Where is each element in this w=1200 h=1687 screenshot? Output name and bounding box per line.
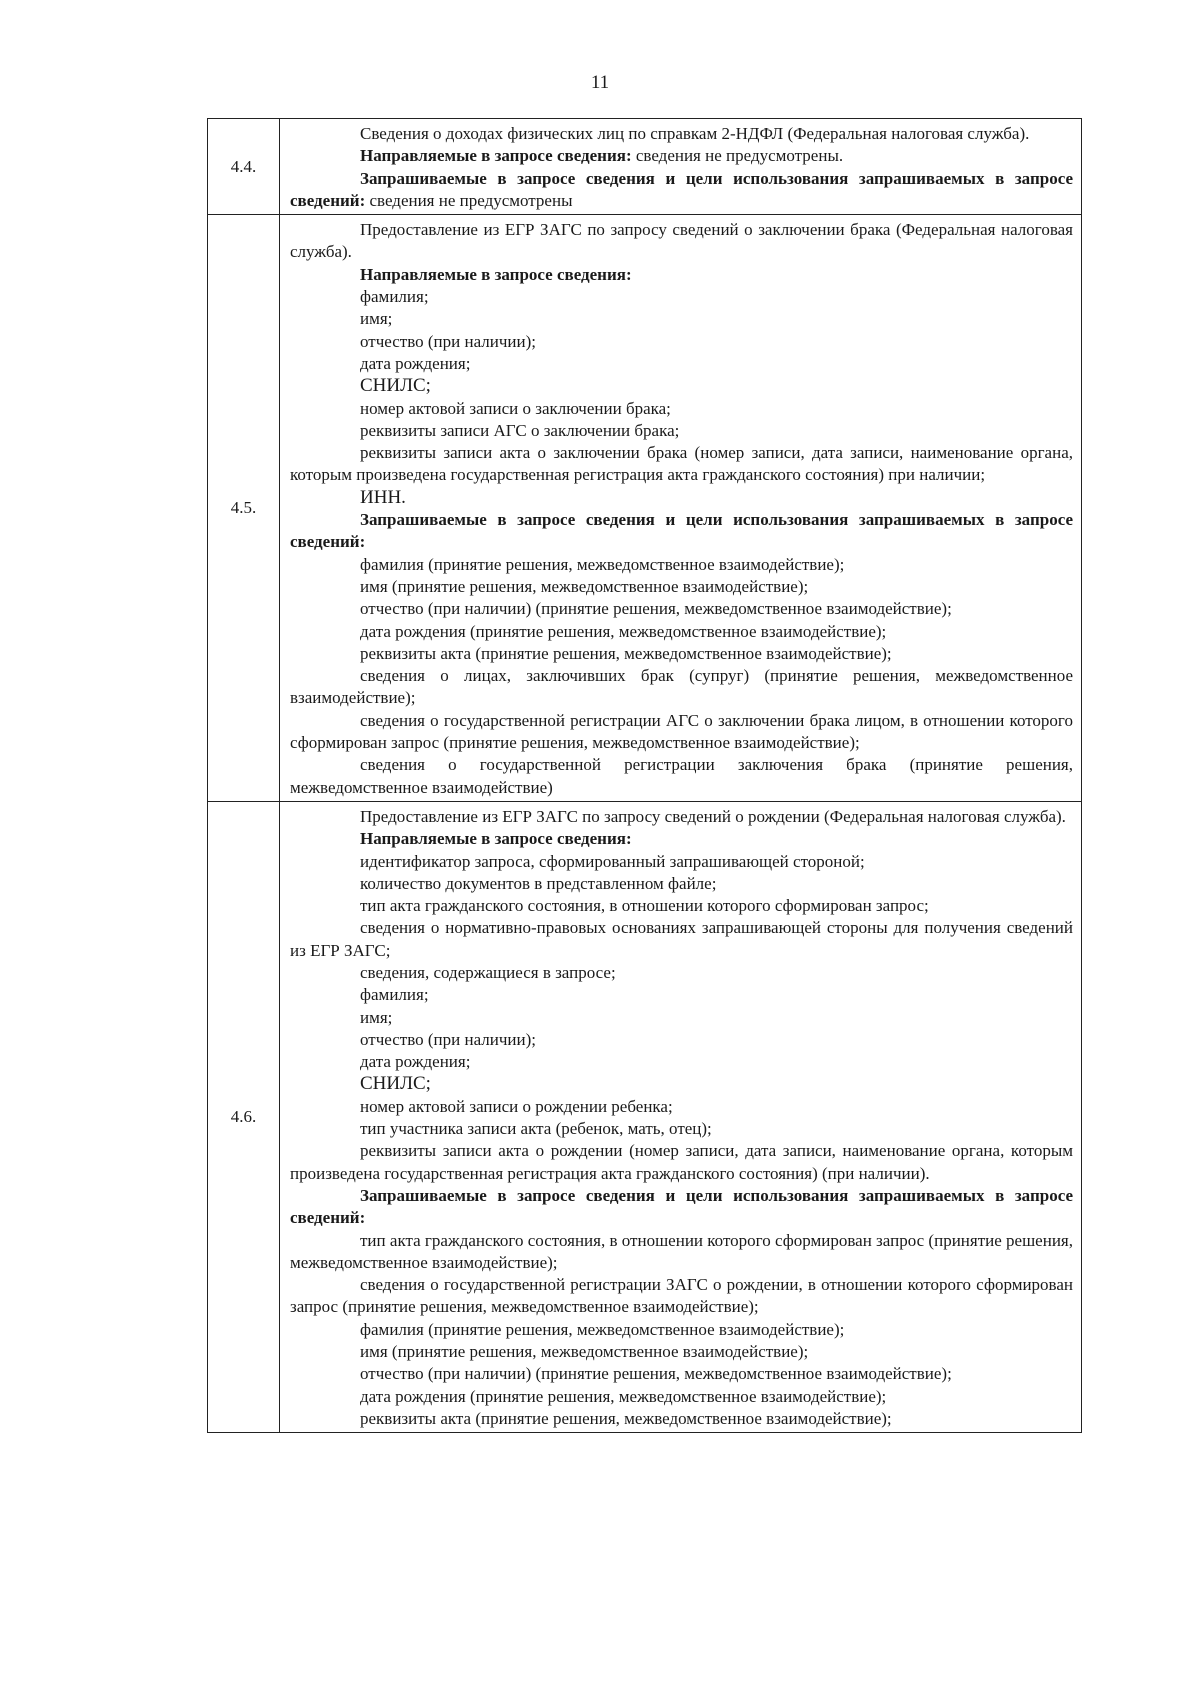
paragraph: фамилия;: [360, 287, 429, 307]
paragraph: дата рождения (принятие решения, межведомственное взаимодействие);: [360, 1386, 887, 1406]
paragraph: Предоставление из ЕГР ЗАГС по запросу сведений о заключении брака (Федеральная налоговая служба).: [290, 220, 1073, 262]
paragraph: дата рождения (принятие решения, межведомственное взаимодействие);: [360, 621, 887, 641]
paragraph-label: Запрашиваемые в запросе сведения и цели использования запрашиваемых в запросе сведений:: [290, 168, 1073, 210]
labeled-paragraph: [290, 145, 1073, 167]
paragraph: тип акта гражданского состояния, в отношении которого сформирован запрос;: [360, 896, 929, 916]
paragraph: номер актовой записи о заключении брака;: [360, 398, 671, 418]
paragraph: имя (принятие решения, межведомственное взаимодействие);: [360, 576, 809, 596]
paragraph: Сведения о доходах физических лиц по справкам 2-НДФЛ (Федеральная налоговая служба).: [360, 124, 1030, 143]
section-heading: Направляемые в запросе сведения:: [360, 829, 632, 849]
paragraph: сведения, содержащиеся в запросе;: [360, 962, 616, 982]
paragraph: СНИЛС;: [360, 375, 431, 397]
paragraph: количество документов в представленном файле;: [360, 873, 717, 893]
paragraph-label: Направляемые в запросе сведения:: [360, 146, 632, 166]
section-heading: Направляемые в запросе сведения:: [360, 264, 632, 284]
row-number: 4.5.: [208, 215, 280, 802]
section-heading: Запрашиваемые в запросе сведения и цели использования запрашиваемых в запросе сведений:: [290, 510, 1073, 552]
paragraph: дата рождения;: [360, 353, 471, 373]
paragraph: имя (принятие решения, межведомственное взаимодействие);: [360, 1342, 809, 1362]
info-table: [207, 118, 1082, 1433]
paragraph: сведения о государственной регистрации заключения брака (принятие решения, межведомственное взаимодействие): [290, 755, 1073, 797]
paragraph: имя;: [360, 309, 393, 329]
table-row: [208, 801, 1082, 1432]
paragraph: сведения о государственной регистрации ЗАГС о рождении, в отношении которого сформирован запрос (принятие решения, межведомственное взаимодействие);: [290, 1275, 1073, 1317]
table-row: [208, 119, 1082, 215]
paragraph: тип участника записи акта (ребенок, мать, отец);: [360, 1119, 712, 1139]
paragraph: Предоставление из ЕГР ЗАГС по запросу сведений о рождении (Федеральная налоговая служба).: [360, 806, 1066, 826]
paragraph: сведения о государственной регистрации АГС о заключении брака лицом, в отношении которого сформирован запрос (принятие решения, межведомственное взаимодействие);: [290, 710, 1073, 753]
paragraph: реквизиты записи акта о рождении (номер записи, дата записи, наименование органа, которым произведена государственная регистрация акта гражданского состояния) (при наличии).: [290, 1141, 1073, 1183]
paragraph: СНИЛС;: [360, 1073, 431, 1095]
row-content: [280, 215, 1082, 802]
row-number: 4.4.: [208, 119, 280, 215]
paragraph: сведения о лицах, заключивших брак (супруг) (принятие решения, межведомственное взаимодействие);: [290, 666, 1073, 708]
paragraph: отчество (при наличии);: [360, 1029, 536, 1049]
paragraph: реквизиты акта (принятие решения, межведомственное взаимодействие);: [360, 643, 892, 663]
paragraph: фамилия;: [360, 985, 429, 1005]
paragraph: номер актовой записи о рождении ребенка;: [360, 1096, 673, 1116]
paragraph: фамилия (принятие решения, межведомственное взаимодействие);: [360, 1319, 845, 1339]
paragraph: реквизиты акта (принятие решения, межведомственное взаимодействие);: [360, 1408, 892, 1428]
paragraph: ИНН.: [360, 486, 406, 508]
paragraph: отчество (при наличии) (принятие решения, межведомственное взаимодействие);: [360, 1364, 952, 1384]
table-body: [208, 119, 1082, 1433]
paragraph: тип акта гражданского состояния, в отношении которого сформирован запрос (принятие решения, межведомственное взаимодействие);: [290, 1230, 1073, 1272]
paragraph-value: сведения не предусмотрены: [365, 190, 573, 210]
section-heading: Запрашиваемые в запросе сведения и цели использования запрашиваемых в запросе сведений:: [290, 1185, 1073, 1228]
table-row: [208, 215, 1082, 802]
paragraph-value: сведения не предусмотрены.: [631, 146, 844, 166]
paragraph: фамилия (принятие решения, межведомственное взаимодействие);: [360, 554, 845, 574]
paragraph: реквизиты записи акта о заключении брака (номер записи, дата записи, наименование органа, которым произведена государственная регистрация акта гражданского состояния) при наличии;: [290, 443, 1073, 485]
paragraph: отчество (при наличии) (принятие решения, межведомственное взаимодействие);: [360, 599, 952, 619]
row-content: [280, 801, 1082, 1432]
paragraph: сведения о нормативно-правовых основаниях запрашивающей стороны для получения сведений из ЕГР ЗАГС;: [290, 918, 1073, 960]
row-content: [280, 119, 1082, 215]
paragraph: отчество (при наличии);: [360, 331, 536, 351]
paragraph: реквизиты записи АГС о заключении брака;: [360, 420, 680, 440]
paragraph: имя;: [360, 1007, 393, 1027]
paragraph: дата рождения;: [360, 1052, 471, 1072]
paragraph: идентификатор запроса, сформированный запрашивающей стороной;: [360, 851, 865, 871]
labeled-paragraph: [290, 168, 1073, 213]
row-number: 4.6.: [208, 801, 280, 1432]
page-number: 11: [590, 72, 610, 93]
